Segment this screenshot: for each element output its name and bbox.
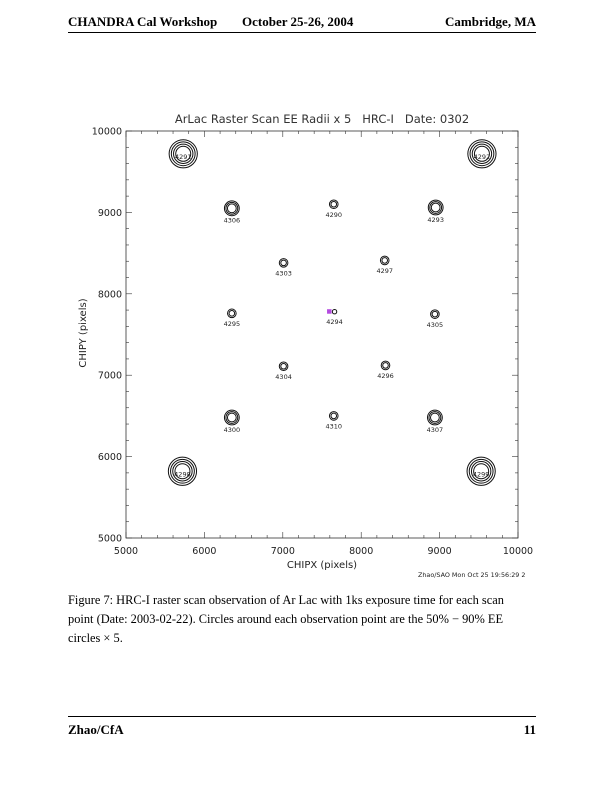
ee-circle [331,413,337,419]
x-tick-label: 10000 [502,546,534,557]
point-label: 4298 [174,470,191,479]
scan-point [427,200,444,224]
point-label: 4304 [275,373,292,382]
point-label: 4291 [174,152,192,161]
point-label: 4305 [426,320,444,329]
point-label: 4293 [427,215,444,224]
caption-line: circles × 5. [68,631,123,645]
header-date: October 25-26, 2004 [242,14,354,29]
footer-rule [68,716,536,717]
ee-circle [227,413,236,422]
scan-point [326,309,343,326]
point-label: 4299 [472,470,490,479]
ee-circle [430,413,439,422]
ee-circle [229,311,235,317]
page-number: 11 [523,722,536,737]
y-tick-label: 9000 [97,207,122,219]
y-tick-label: 6000 [97,452,122,464]
ee-circle [224,201,239,216]
ee-circle [382,258,388,264]
plot-footnote: Zhao/SAO Mon Oct 25 19:56:29 2 [418,571,526,579]
x-tick-label: 9000 [427,546,452,557]
scan-point [224,201,241,225]
y-tick-label: 8000 [97,289,122,301]
scan-point [377,361,394,380]
scan-point [376,256,393,275]
scan-point [468,140,496,168]
point-label: 4295 [223,320,241,329]
ee-circle [281,363,287,369]
x-tick-label: 5000 [113,546,139,557]
scan-point [325,200,342,219]
scan-point [467,457,495,485]
ee-circle [227,204,236,213]
ee-circle [331,201,337,207]
caption-line: Figure 7: HRC-I raster scan observation of Ar Lac with 1ks exposure time for each scan [68,593,504,607]
figure-caption [68,591,538,648]
point-label: 4296 [377,372,394,381]
point-label: 4297 [376,267,393,276]
source-marker [327,309,332,314]
ee-circle [332,310,336,314]
point-label: 4310 [325,422,343,431]
ee-circle [431,203,440,212]
point-label: 4300 [223,425,241,434]
x-tick-label: 6000 [192,546,217,557]
scan-point [168,457,196,485]
scan-point [275,259,292,278]
x-tick-label: 8000 [349,546,374,557]
scan-point [169,140,197,168]
scan-point [224,410,241,434]
ee-circle [383,363,389,369]
scan-point [427,410,444,434]
scan-point [325,412,342,431]
scan-point [427,310,444,329]
y-tick-label: 7000 [97,370,122,382]
caption-line: point (Date: 2003-02-22). Circles around each observation point are the 50% − 90% EE [68,612,504,626]
footer-author: Zhao/CfA [68,722,124,737]
point-label: 4307 [426,425,444,434]
point-label: 4303 [275,269,292,278]
y-axis-label: CHIPY (pixels) [78,298,89,368]
scan-point [275,362,292,381]
y-tick-label: 5000 [97,533,122,545]
point-label: 4292 [473,152,491,161]
figure-title: ArLac Raster Scan EE Radii x 5 HRC-I Date: 0302 [174,112,470,126]
y-tick-label: 10000 [91,126,122,138]
ee-circle [432,311,438,317]
ee-circle [224,410,239,425]
point-label: 4290 [325,211,343,220]
ee-circle [281,260,287,266]
ee-circle [427,410,442,425]
x-tick-label: 7000 [270,546,295,557]
header-workshop-name: CHANDRA Cal Workshop [68,14,218,29]
x-axis-label: CHIPX (pixels) [286,560,358,571]
scan-point [224,309,241,328]
point-label: 4306 [223,216,241,225]
header-location: Cambridge, MA [445,14,536,29]
ee-circle [428,200,443,215]
point-label: 4294 [326,317,343,326]
